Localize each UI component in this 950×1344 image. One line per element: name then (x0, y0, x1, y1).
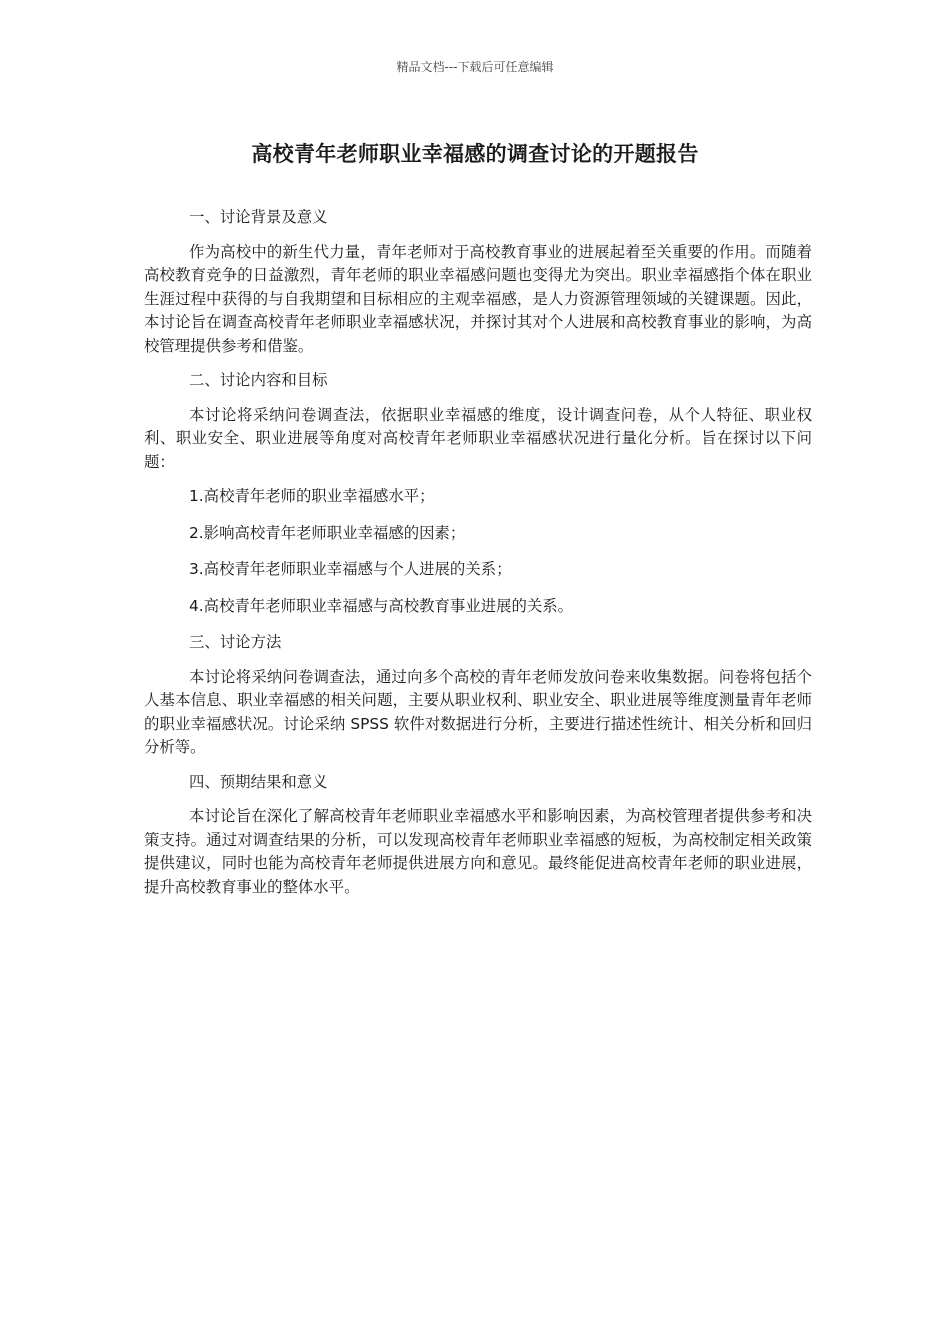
section-heading-expected-results: 四、预期结果和意义 (189, 772, 328, 791)
list-item: 4.高校青年老师职业幸福感与高校教育事业进展的关系。 (189, 596, 574, 615)
document-title: 高校青年老师职业幸福感的调查讨论的开题报告 (251, 142, 699, 166)
header-note: 精品文档---下载后可任意编辑 (396, 60, 554, 74)
section-heading-background: 一、讨论背景及意义 (189, 208, 328, 226)
list-item: 2.影响高校青年老师职业幸福感的因素； (189, 523, 466, 542)
section-paragraph-method: 本讨论将采纳问卷调查法，通过向多个高校的青年老师发放问卷来收集数据。问卷将包括个人基本信息、职业幸福感的相关问题，主要从职业权利、职业安全、职业进展等维度测量青年老师的职业幸福感状况。讨论采纳 SPSS 软件对数据进行分析，主要进行描述性统计、相关分析和回归分析等。 (144, 667, 812, 756)
list-item: 3.高校青年老师职业幸福感与个人进展的关系； (189, 560, 512, 578)
section-heading-method: 三、讨论方法 (189, 633, 282, 651)
section-paragraph-content: 本讨论将采纳问卷调查法，依据职业幸福感的维度，设计调查问卷，从个人特征、职业权利、职业安全、职业进展等角度对高校青年老师职业幸福感状况进行量化分析。旨在探讨以下问题： (144, 405, 812, 471)
list-item: 1.高校青年老师的职业幸福感水平； (189, 487, 435, 505)
section-paragraph-background: 作为高校中的新生代力量，青年老师对于高校教育事业的进展起着至关重要的作用。而随着高校教育竞争的日益激烈，青年老师的职业幸福感问题也变得尤为突出。职业幸福感指个体在职业生涯过程中获得的与自我期望和目标相应的主观幸福感，是人力资源管理领域的关键课题。因此，本讨论旨在调查高校青年老师职业幸福感状况，并探讨其对个人进展和高校教育事业的影响，为高校管理提供参考和借鉴。 (144, 242, 812, 355)
document-body (144, 206, 812, 910)
section-paragraph-expected-results: 本讨论旨在深化了解高校青年老师职业幸福感水平和影响因素，为高校管理者提供参考和决策支持。通过对调查结果的分析，可以发现高校青年老师职业幸福感的短板，为高校制定相关政策提供建议，同时也能为高校青年老师提供进展方向和意见。最终能促进高校青年老师的职业进展，提升高校教育事业的整体水平。 (144, 807, 812, 896)
section-heading-content: 二、讨论内容和目标 (189, 371, 328, 389)
